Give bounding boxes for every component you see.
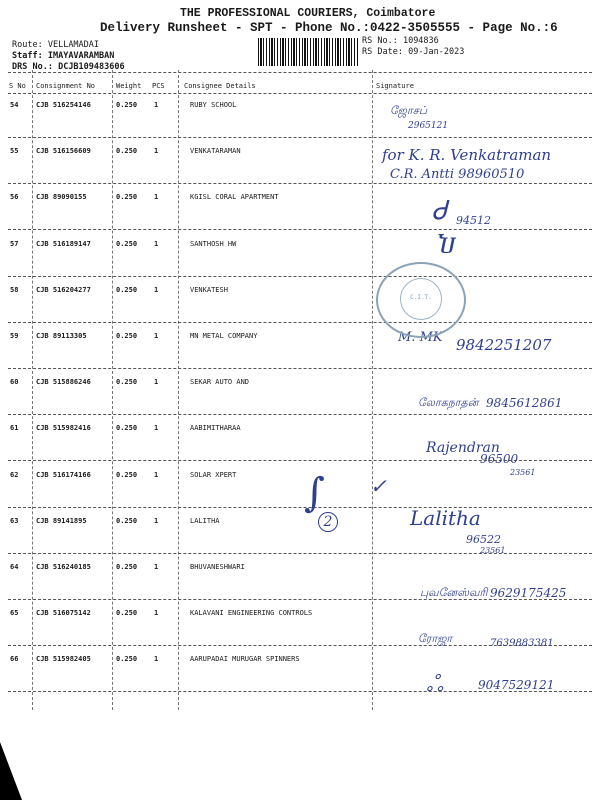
row-sno: 66 bbox=[10, 655, 19, 663]
row-separator bbox=[8, 322, 592, 323]
row-pcs: 1 bbox=[154, 193, 159, 201]
row-pcs: 1 bbox=[154, 378, 159, 386]
company-title: THE PROFESSIONAL COURIERS, Coimbatore bbox=[180, 7, 436, 20]
row-consignee: SEKAR AUTO AND bbox=[190, 378, 250, 386]
column-divider bbox=[372, 70, 373, 710]
row-separator bbox=[8, 229, 592, 230]
handwriting-note: Rajendran bbox=[426, 440, 500, 456]
row-consignee: AARUPADAI MURUGAR SPINNERS bbox=[190, 655, 300, 663]
row-sno: 54 bbox=[10, 101, 19, 109]
row-sno: 62 bbox=[10, 471, 19, 479]
handwriting-sign-66: ஃ bbox=[426, 672, 444, 697]
row-sno: 59 bbox=[10, 332, 19, 340]
row-consignee: LALITHA bbox=[190, 517, 220, 525]
row-consignment-no: CJB 89090155 bbox=[36, 193, 87, 201]
scan-edge-shadow bbox=[0, 742, 22, 800]
row-pcs: 1 bbox=[154, 609, 159, 617]
header-rule-bottom bbox=[8, 93, 592, 94]
handwriting-note: 9047529121 bbox=[478, 678, 555, 692]
row-consignment-no: CJB 516174166 bbox=[36, 471, 91, 479]
row-sno: 56 bbox=[10, 193, 19, 201]
row-pcs: 1 bbox=[154, 101, 159, 109]
row-consignee: SANTHOSH HW bbox=[190, 240, 237, 248]
handwriting-note: for K. R. Venkatraman bbox=[382, 146, 552, 164]
row-consignment-no: CJB 516204277 bbox=[36, 286, 91, 294]
row-consignee: AABIMITHARAA bbox=[190, 424, 241, 432]
rs-no-line bbox=[362, 36, 439, 46]
row-consignment-no: CJB 516075142 bbox=[36, 609, 91, 617]
row-weight: 0.250 bbox=[116, 147, 138, 155]
handwriting-mark: ∫ bbox=[304, 470, 325, 516]
handwriting-sign-57: Ⴎ bbox=[436, 234, 456, 259]
row-consignee: VENKATARAMAN bbox=[190, 147, 241, 155]
row-pcs: 1 bbox=[154, 655, 159, 663]
row-separator bbox=[8, 183, 592, 184]
row-pcs: 1 bbox=[154, 517, 159, 525]
row-sno: 57 bbox=[10, 240, 19, 248]
staff-value: IMAYAVARAMBAN bbox=[47, 51, 115, 61]
row-weight: 0.250 bbox=[116, 517, 138, 525]
column-divider bbox=[112, 70, 113, 710]
row-consignee: VENKATESH bbox=[190, 286, 228, 294]
handwriting-circle: 2 bbox=[318, 512, 338, 532]
row-sno: 64 bbox=[10, 563, 19, 571]
row-weight: 0.250 bbox=[116, 240, 138, 248]
row-consignment-no: CJB 89113305 bbox=[36, 332, 87, 340]
handwriting-sign-64: புவனேஸ்வரி bbox=[420, 586, 488, 599]
row-consignee: SOLAR XPERT bbox=[190, 471, 237, 479]
col-header-signature: Signature bbox=[376, 82, 414, 90]
col-header-consignment: Consignment No bbox=[36, 82, 96, 90]
rubber-stamp bbox=[376, 262, 466, 338]
row-weight: 0.250 bbox=[116, 378, 138, 386]
handwriting-check: ✓ bbox=[370, 474, 387, 498]
row-consignment-no: CJB 89141895 bbox=[36, 517, 87, 525]
drs-label: DRS No.: bbox=[12, 62, 53, 72]
row-weight: 0.250 bbox=[116, 332, 138, 340]
row-consignment-no: CJB 516156609 bbox=[36, 147, 91, 155]
handwriting-sign-65: ரோஜா bbox=[418, 632, 453, 645]
row-separator bbox=[8, 507, 592, 508]
handwriting-sign-56: Ꮷ bbox=[432, 196, 447, 226]
row-weight: 0.250 bbox=[116, 471, 138, 479]
handwriting-note: 9629175425 bbox=[490, 586, 567, 600]
row-weight: 0.250 bbox=[116, 655, 138, 663]
staff-line bbox=[12, 51, 114, 61]
handwriting-note: C.R. Antti 98960510 bbox=[390, 167, 525, 182]
handwriting-note: 96522 bbox=[466, 533, 501, 546]
row-separator bbox=[8, 414, 592, 415]
row-sno: 60 bbox=[10, 378, 19, 386]
rs-no-label: RS No.: bbox=[362, 36, 398, 46]
rs-no-value: 1094836 bbox=[402, 36, 439, 46]
route-line bbox=[12, 40, 99, 50]
handwriting-sign-60: லோகநாதன் bbox=[418, 396, 479, 409]
rs-date-value: 09-Jan-2023 bbox=[408, 47, 465, 57]
handwriting-note: 9845612861 bbox=[486, 396, 563, 410]
handwriting-note: 23561 bbox=[510, 468, 536, 477]
column-divider bbox=[32, 70, 33, 710]
handwriting-note: 7639883381 bbox=[490, 638, 554, 649]
handwriting-note: 23561 bbox=[480, 546, 506, 555]
column-divider bbox=[178, 70, 179, 710]
row-consignment-no: CJB 516189147 bbox=[36, 240, 91, 248]
row-pcs: 1 bbox=[154, 332, 159, 340]
handwriting-sign-54: ஜோசப் bbox=[390, 104, 428, 117]
row-pcs: 1 bbox=[154, 147, 159, 155]
row-consignee: MN METAL COMPANY bbox=[190, 332, 258, 340]
handwriting-note: 94512 bbox=[456, 214, 491, 227]
handwriting-note: 96500 bbox=[480, 452, 519, 466]
col-header-pcs: PCS bbox=[152, 82, 165, 90]
col-header-consignee: Consignee Details bbox=[184, 82, 256, 90]
row-sno: 55 bbox=[10, 147, 19, 155]
drs-value: DCJB109483606 bbox=[58, 62, 125, 72]
row-consignment-no: CJB 515982405 bbox=[36, 655, 91, 663]
staff-label: Staff: bbox=[12, 51, 43, 61]
route-label: Route: bbox=[12, 40, 43, 50]
handwriting-sign-63: Lalitha bbox=[410, 506, 481, 530]
col-header-sno: S No bbox=[9, 82, 26, 90]
row-sno: 65 bbox=[10, 609, 19, 617]
row-consignment-no: CJB 516254146 bbox=[36, 101, 91, 109]
handwriting-note: 9842251207 bbox=[456, 336, 552, 354]
row-separator bbox=[8, 137, 592, 138]
rs-date-line bbox=[362, 47, 464, 57]
row-weight: 0.250 bbox=[116, 193, 138, 201]
row-consignee: BHUVANESHWARI bbox=[190, 563, 245, 571]
row-pcs: 1 bbox=[154, 563, 159, 571]
row-consignee: KGISL CORAL APARTMENT bbox=[190, 193, 279, 201]
barcode bbox=[258, 38, 358, 66]
row-consignment-no: CJB 515982416 bbox=[36, 424, 91, 432]
row-sno: 63 bbox=[10, 517, 19, 525]
handwriting-note: 2965121 bbox=[408, 121, 449, 131]
row-weight: 0.250 bbox=[116, 563, 138, 571]
row-sno: 58 bbox=[10, 286, 19, 294]
handwriting-note: M. MK bbox=[398, 330, 443, 345]
row-weight: 0.250 bbox=[116, 101, 138, 109]
row-consignment-no: CJB 515886246 bbox=[36, 378, 91, 386]
row-sno: 61 bbox=[10, 424, 19, 432]
row-consignee: RUBY SCHOOL bbox=[190, 101, 237, 109]
row-weight: 0.250 bbox=[116, 424, 138, 432]
row-weight: 0.250 bbox=[116, 609, 138, 617]
route-value: VELLAMADAI bbox=[47, 40, 100, 50]
header-rule-top bbox=[8, 72, 592, 73]
row-consignment-no: CJB 516240185 bbox=[36, 563, 91, 571]
rs-date-label: RS Date: bbox=[362, 47, 403, 57]
row-separator bbox=[8, 276, 592, 277]
drs-line bbox=[12, 62, 125, 72]
stamp-text: C.I.T. bbox=[410, 294, 432, 301]
row-separator bbox=[8, 368, 592, 369]
col-header-weight: Weight bbox=[116, 82, 142, 90]
row-pcs: 1 bbox=[154, 286, 159, 294]
row-weight: 0.250 bbox=[116, 286, 138, 294]
runsheet-title: Delivery Runsheet - SPT - Phone No.:0422-3505555 - Page No.:6 bbox=[100, 21, 558, 35]
row-pcs: 1 bbox=[154, 240, 159, 248]
row-consignee: KALAVANI ENGINEERING CONTROLS bbox=[190, 609, 313, 617]
row-pcs: 1 bbox=[154, 424, 159, 432]
row-pcs: 1 bbox=[154, 471, 159, 479]
